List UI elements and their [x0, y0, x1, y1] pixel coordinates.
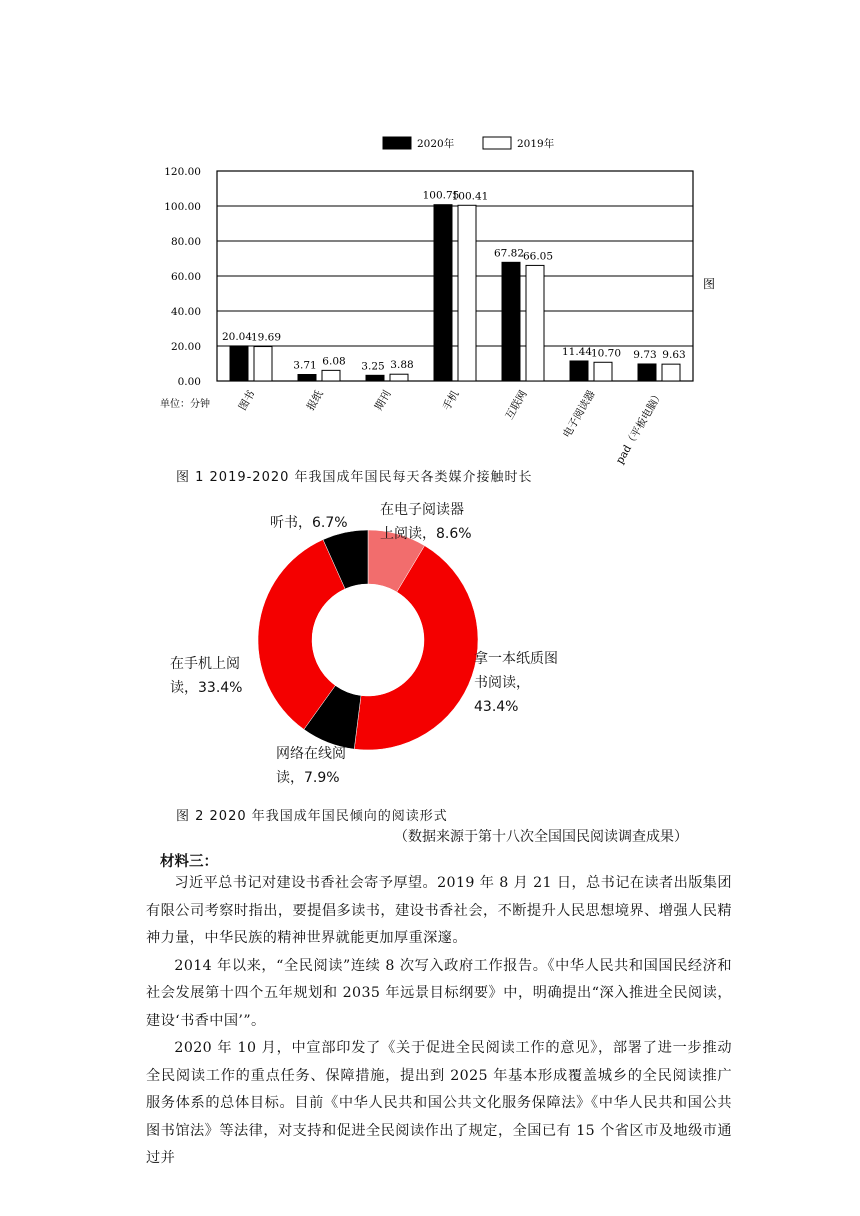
x-tick-label: 期刊 — [372, 388, 394, 413]
label-online-line2: 读，7.9% — [276, 770, 340, 786]
label-phone-line1: 在手机上阅 — [170, 656, 240, 672]
bar-value-label: 19.69 — [250, 331, 282, 344]
legend-label: 2019年 — [517, 138, 555, 150]
legend-label: 2020年 — [417, 138, 455, 150]
bar-value-label: 3.88 — [390, 359, 414, 372]
y-tick-label: 100.00 — [164, 201, 201, 213]
y-tick-label: 80.00 — [170, 236, 201, 248]
label-paper — [474, 647, 558, 719]
bar-value-label: 67.82 — [493, 247, 525, 260]
x-tick-label: 图书 — [236, 388, 258, 413]
label-ereader-line1: 在电子阅读器 — [380, 502, 464, 518]
y-tick-label: 40.00 — [170, 306, 201, 318]
label-paper-line2: 书阅读， — [474, 675, 530, 691]
bar-value-label: 100.75 — [422, 189, 460, 202]
paragraph-2: 2014 年以来，“全民阅读”连续 8 次写入政府工作报告。《中华人民共和国国民经济和社会发展第十四个五年规划和 2035 年远景目标纲要》中，明确提出“深入推进全民阅读，建设‘书香中国’”。 — [146, 957, 732, 1029]
figure-2-caption: 图 2 2020 年我国成年国民倾向的阅读形式 — [176, 809, 448, 824]
chart-unit-label: 单位：分钟 — [160, 399, 210, 410]
paragraph-1: 习近平总书记对建设书香社会寄予厚望。2019 年 8 月 21 日，总书记在读者出版集团有限公司考察时指出，要提倡多读书，建设书香社会，不断提升人民思想境界、增强人民精神力量，中华民族的精神世界就能更加厚重深邃。 — [146, 875, 732, 946]
label-online — [276, 742, 346, 790]
figure-1-caption: 图 1 2019-2020 年我国成年国民每天各类媒介接触时长 — [176, 470, 533, 485]
label-ereader-line2: 上阅读，8.6% — [380, 526, 472, 542]
x-tick-label: 报纸 — [304, 388, 326, 413]
donut-hole — [312, 584, 424, 696]
label-paper-line3: 43.4% — [474, 699, 519, 715]
y-tick-label: 20.00 — [170, 341, 201, 353]
material-3-body — [146, 870, 732, 1173]
y-tick-label: 120.00 — [164, 166, 201, 178]
paragraph-3: 2020 年 10 月，中宣部印发了《关于促进全民阅读工作的意见》，部署了进一步推动全民阅读工作的重点任务、保障措施，提出到 2025 年基本形成覆盖城乡的全民阅读推广服务体系的总体目标。目前《中华人民共和国公共文化服务保障法》《中华人民共和国公共图书馆法》等法律，对支持和促进全民阅读作出了规定，全国已有 15 个省区市及地级市通过并 — [146, 1040, 732, 1166]
bar-value-label: 100.41 — [451, 190, 489, 203]
label-phone — [170, 652, 242, 700]
x-tick-label: 互联网 — [503, 388, 530, 422]
label-online-line1: 网络在线阅 — [276, 746, 346, 762]
y-tick-label: 0.00 — [177, 376, 201, 388]
bar-value-label: 3.25 — [361, 360, 385, 373]
material-3-heading: 材料三： — [160, 854, 218, 870]
x-tick-label: pad（平板电脑） — [613, 388, 666, 467]
bar-value-label: 20.04 — [221, 330, 253, 343]
label-ereader — [380, 498, 472, 546]
label-audio — [270, 511, 348, 535]
label-paper-line1: 拿一本纸质图 — [474, 651, 558, 667]
bar-value-label: 9.73 — [633, 348, 657, 361]
bar-value-label: 11.44 — [561, 345, 593, 358]
bar-value-label: 66.05 — [522, 250, 554, 263]
data-source-note: （数据来源于第十八次全国国民阅读调查成果） — [394, 829, 688, 845]
y-tick-label: 60.00 — [170, 271, 201, 283]
bar-value-label: 6.08 — [322, 355, 346, 368]
chart-side-note: 图 — [703, 277, 716, 291]
x-tick-label: 手机 — [440, 388, 462, 413]
bar-value-label: 9.63 — [662, 349, 686, 362]
bar-value-label: 10.70 — [590, 347, 622, 360]
x-tick-label: 电子阅读器 — [560, 388, 598, 440]
label-phone-line2: 读，33.4% — [170, 680, 243, 696]
label-audio-line1: 听书，6.7% — [270, 515, 348, 531]
bar-value-label: 3.71 — [293, 359, 317, 372]
